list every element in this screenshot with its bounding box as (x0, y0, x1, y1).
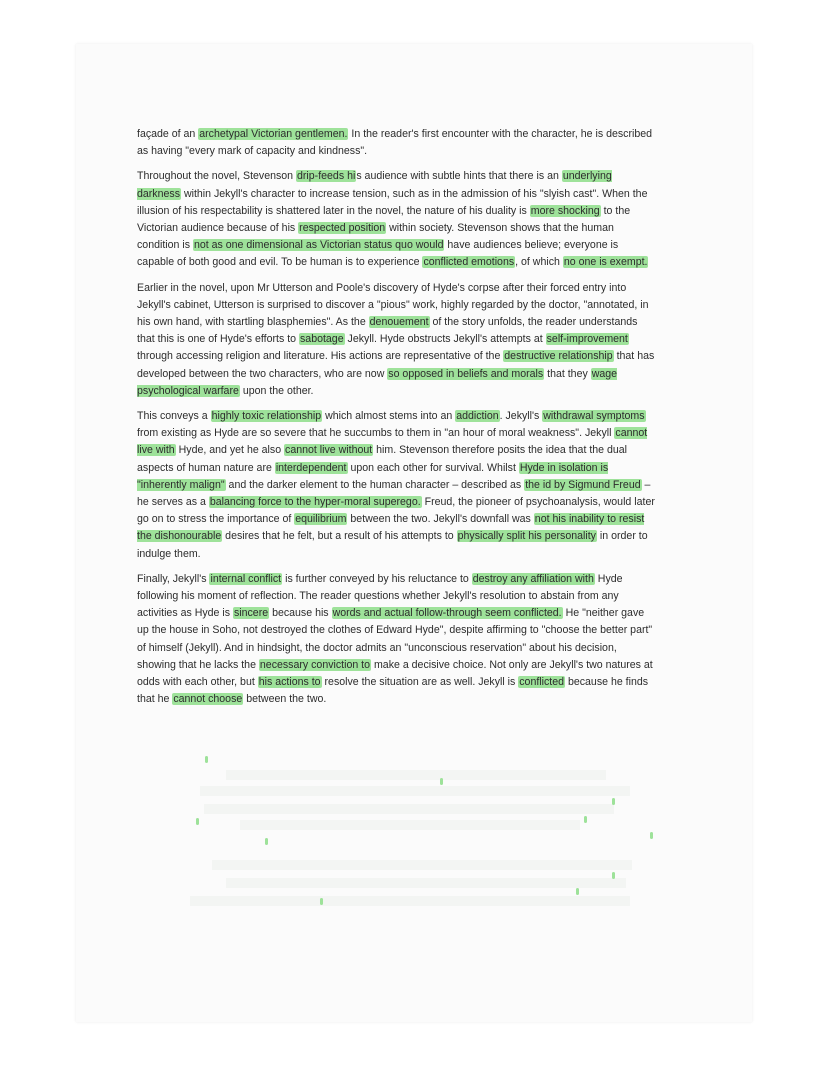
text-run: from existing as Hyde are so severe that he succumbs to them in "an hour of moral weakness". Jekyll (137, 427, 615, 440)
text-run: through accessing religion and literature. His actions are representative of the (137, 350, 504, 363)
bleed-through-line (200, 786, 630, 796)
highlighted-phrase: drip-feeds hi (297, 170, 356, 183)
highlighted-phrase: internal conflict (210, 572, 282, 585)
text-run: He "neither gave up the house in Soho, not destroyed the clothes of Edward Hyde", despite affirming to "choose the better part" of himself (Jekyll). And in hindsight, the doctor admits an "unconscious reservation" about his decision, showing that he lacks the (137, 607, 653, 671)
highlighted-phrase: no one is exempt. (563, 256, 648, 269)
text-run: in order to indulge them. (137, 530, 648, 560)
bleed-through-line (240, 820, 580, 830)
highlighted-phrase: more shocking (530, 204, 600, 217)
highlighter-mark (196, 818, 199, 825)
highlighter-mark (650, 832, 653, 839)
highlighted-phrase: Hyde in isolation is "inherently malign" (137, 461, 609, 491)
essay-paragraph (137, 571, 657, 709)
highlighted-phrase: respected position (299, 222, 386, 235)
highlighted-phrase: withdrawal symptoms (543, 410, 645, 423)
highlighted-phrase: sincere (233, 607, 269, 620)
highlighted-phrase: archetypal Victorian gentlemen. (199, 128, 348, 140)
text-run: within society. Stevenson shows that the human condition is (137, 222, 614, 252)
highlighted-phrase: physically split his personality (457, 530, 596, 543)
highlighted-phrase: cannot live without (285, 444, 373, 457)
essay-paragraph (137, 168, 657, 271)
highlighted-phrase: destructive relationship (504, 350, 613, 363)
text-run: that has developed between the two characters, who are now (137, 350, 655, 380)
text-run: Throughout the novel, Stevenson (137, 170, 297, 183)
highlighted-phrase: necessary conviction to (259, 658, 371, 671)
highlighted-phrase: his actions to (258, 676, 321, 689)
text-run: resolve the situation are as well. Jekyll is (321, 676, 519, 689)
highlighted-phrase: not as one dimensional as Victorian status quo would (193, 239, 444, 252)
text-run: In the reader's first encounter with the character, he is described as having "every mark of capacity and kindness". (137, 128, 652, 158)
highlighted-phrase: conflicted (519, 676, 565, 689)
text-run: Hyde, and yet he also (175, 444, 285, 457)
text-run: within Jekyll's character to increase tension, such as in the admission of his "slyish cast". When the illusion of his respectability is shattered later in the novel, the nature of his duality is (137, 187, 648, 217)
text-run: of the story unfolds, the reader understands that this is one of Hyde's efforts to (137, 316, 638, 346)
text-run: This conveys a (137, 410, 211, 423)
text-run: because his (269, 607, 332, 620)
highlighter-mark (612, 872, 615, 879)
highlighted-phrase: destroy any affiliation with (472, 572, 594, 585)
text-run: Jekyll. Hyde obstructs Jekyll's attempts at (344, 333, 546, 346)
text-run: upon each other for survival. Whilst (347, 461, 519, 474)
bleed-through-line (226, 770, 606, 780)
highlighted-phrase: sabotage (300, 333, 344, 346)
text-run: desires that he felt, but a result of his attempts to (222, 530, 457, 543)
essay-paragraph (137, 408, 657, 563)
highlighter-mark (205, 756, 208, 763)
text-run: between the two. (243, 693, 327, 706)
highlighted-phrase: cannot live with (137, 427, 648, 457)
highlighted-phrase: not his inability to resist the dishonourable (137, 513, 645, 543)
bleed-through-line (212, 860, 632, 870)
text-run: s audience with subtle hints that there is an (356, 170, 562, 183)
highlighted-phrase: words and actual follow-through seem conflicted. (332, 607, 562, 620)
highlighted-phrase: underlying darkness (137, 170, 612, 200)
text-run: him. Stevenson therefore posits the idea that the dual aspects of human nature are (137, 444, 628, 474)
bleed-through-line (190, 896, 630, 906)
essay-paragraph (137, 280, 657, 400)
bleed-through-line (204, 804, 614, 814)
highlighted-phrase: equilibrium (295, 513, 347, 526)
text-run: Finally, Jekyll's (137, 572, 210, 585)
text-run: Freud, the pioneer of psychoanalysis, would later go on to stress the importance of (137, 496, 655, 526)
highlighter-mark (576, 888, 579, 895)
text-run: have audiences believe; everyone is capable of both good and evil. To be human is to experience (137, 239, 619, 269)
bleed-through-line (226, 878, 626, 888)
highlighted-phrase: cannot choose (173, 693, 243, 706)
highlighted-phrase: wage psychological warfare (137, 367, 618, 397)
text-run: because he finds that he (137, 676, 649, 706)
text-run: Earlier in the novel, upon Mr Utterson and Poole's discovery of Hyde's corpse after their forced entry into Jekyll's cabinet, Utterson is surprised to discover a "pious" work, highly regarded by the doctor, "annotated, in his own hand, with startling blasphemies". As the (137, 281, 649, 329)
highlighted-phrase: interdependent (275, 461, 347, 474)
highlighter-mark (440, 778, 443, 785)
text-run: façade of an (137, 128, 199, 140)
text-run: between the two. Jekyll's downfall was (347, 513, 534, 526)
highlighter-mark (265, 838, 268, 845)
highlighted-phrase: so opposed in beliefs and morals (388, 367, 544, 380)
highlighter-mark (320, 898, 323, 905)
highlighted-phrase: balancing force to the hyper-moral superego. (209, 496, 421, 509)
highlighted-phrase: denouement (369, 316, 429, 329)
text-run: upon the other. (239, 384, 314, 397)
text-run: is further conveyed by his reluctance to (282, 572, 472, 585)
text-run: and the darker element to the human character – described as (225, 478, 525, 491)
text-run: . Jekyll's (499, 410, 543, 423)
highlighter-mark (584, 816, 587, 823)
text-run: that they (544, 367, 591, 380)
essay-paragraph (137, 126, 657, 160)
text-run: Hyde following his moment of reflection. The reader questions whether Jekyll's resolution to abstain from any activities as Hyde is (137, 572, 623, 620)
text-run: which almost stems into an (322, 410, 456, 423)
highlighted-phrase: the id by Sigmund Freud (525, 478, 641, 491)
text-run: – he serves as a (137, 478, 651, 509)
essay-text (137, 126, 657, 717)
highlighted-phrase: self-improvement (546, 333, 628, 346)
text-run: to the Victorian audience because of his (137, 204, 631, 235)
highlighter-mark (612, 798, 615, 805)
text-run: , of which (515, 256, 563, 269)
highlighted-phrase: addiction (456, 410, 499, 423)
highlighted-phrase: conflicted emotions (423, 256, 515, 269)
highlighted-phrase: highly toxic relationship (211, 410, 322, 423)
text-run: make a decisive choice. Not only are Jekyll's two natures at odds with each other, but (137, 658, 653, 689)
